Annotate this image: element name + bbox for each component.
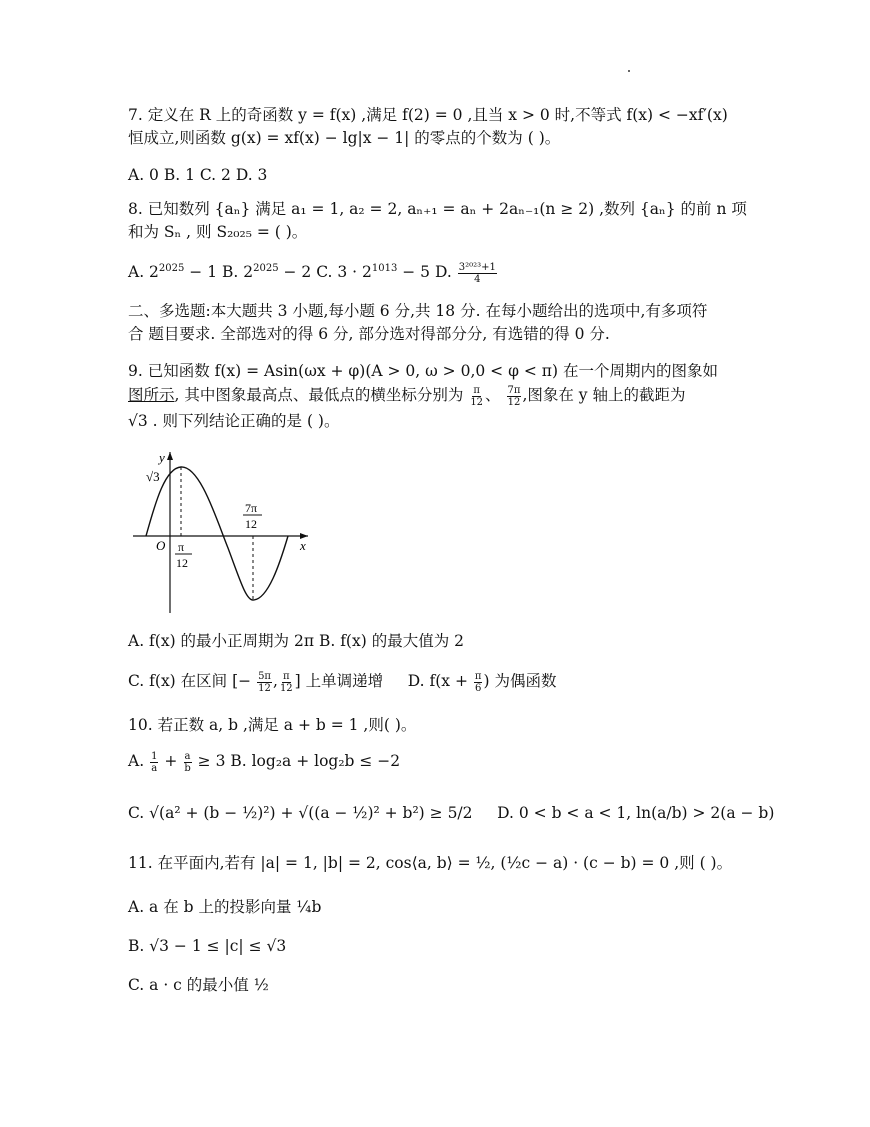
q9-opt-c-f1d: 12 <box>258 682 271 694</box>
sine-curve <box>146 467 288 600</box>
q10-opt-a-plus: + <box>164 752 178 770</box>
q8-opt-b-exp: 2025 <box>253 263 279 274</box>
q7-line1: 7. 定义在 R 上的奇函数 y = f(x) ,满足 f(2) = 0 ,且当 x > 0 时,不等式 f(x) < −xf′(x) <box>128 106 728 124</box>
q8-opt-d-frac <box>458 262 497 285</box>
q9-frac1-num: π <box>473 384 480 396</box>
q11-opt-b: B. √3 − 1 ≤ |c| ≤ √3 <box>128 937 287 955</box>
q10-opt-a-f2n: a <box>184 750 191 762</box>
q10-opt-d: D. 0 < b < a < 1, ln(a/b) > 2(a − b) <box>497 804 775 822</box>
q10-opt-a-pre: A. <box>128 752 145 770</box>
q10-opt-a-frac2 <box>183 751 191 774</box>
q9-options-cd <box>128 670 556 694</box>
tick1-den: 12 <box>176 556 188 570</box>
q7-options: A. 0 B. 1 C. 2 D. 3 <box>128 166 268 184</box>
q9-frac2-den: 12 <box>507 396 521 408</box>
q9-line2-b: ,图象在 y 轴上的截距为 <box>522 386 686 404</box>
q8-opt-d-den: 4 <box>474 273 481 285</box>
q9-opt-c-frac1 <box>257 671 272 694</box>
q8-opt-c-tail: − 5 D. <box>397 263 452 282</box>
q9-frac2-num: 7π <box>507 384 521 396</box>
q11-opt-a: A. a 在 b 上的投影向量 ¼b <box>128 898 322 916</box>
q9-opt-d-a: D. f(x + <box>407 672 468 690</box>
q10-opt-a-tail: ≥ 3 B. log₂a + log₂b ≤ −2 <box>197 752 401 770</box>
amp-label: √3 <box>146 469 160 484</box>
q9-line3: √3 . 则下列结论正确的是 ( )。 <box>128 412 340 430</box>
q9-line1: 9. 已知函数 f(x) = Asin(ωx + φ)(A > 0, ω > 0,0 < φ < π) 在一个周期内的图象如 <box>128 362 718 380</box>
q9-line2 <box>128 384 685 408</box>
y-label: y <box>159 450 165 465</box>
q8-opt-d-num: 3²⁰²³+1 <box>458 261 496 273</box>
q9-frac1-den: 12 <box>470 396 484 408</box>
q9-frac2 <box>507 385 522 408</box>
q10-opt-a-frac1 <box>150 751 158 774</box>
q7-line2: 恒成立,则函数 g(x) = xf(x) − lg|x − 1| 的零点的个数为 ( )。 <box>128 129 561 147</box>
q8-options <box>128 258 498 285</box>
q9-options-ab: A. f(x) 的最小正周期为 2π B. f(x) 的最大值为 2 <box>128 632 464 650</box>
q9-opt-d-fn: π <box>474 670 482 682</box>
q9-opt-d-fd: 6 <box>475 682 482 694</box>
x-label: x <box>300 538 306 553</box>
sine-graph <box>128 448 318 618</box>
tick1-num: π <box>178 540 185 554</box>
q9-opt-d-b: ) 为偶函数 <box>483 672 557 690</box>
q11-opt-c: C. a · c 的最小值 ½ <box>128 976 269 994</box>
section2-line1: 二、多选题:本大题共 3 小题,每小题 6 分,共 18 分. 在每小题给出的选项中,有多项符 <box>128 302 708 320</box>
q10-opt-c: C. √(a² + (b − ½)²) + √((a − ½)² + b²) ≥ 5/2 <box>128 804 473 822</box>
q8-opt-a-tail: − 1 B. 2 <box>184 263 254 282</box>
q9-opt-c-f2d: 12 <box>279 682 293 694</box>
section2-line2: 合 题目要求. 全部选对的得 6 分, 部分选对得部分分, 有选错的得 0 分. <box>128 325 610 343</box>
q9-opt-c-a: C. f(x) 在区间 [− <box>128 672 252 690</box>
q8-opt-a-exp: 2025 <box>158 263 185 274</box>
q8-opt-b-tail: − 2 C. 3 · 2 <box>278 263 372 282</box>
q9-opt-c-frac2 <box>279 671 294 694</box>
q10-options-cd <box>128 802 774 824</box>
q9-figure-ref: 图所示 <box>128 386 175 404</box>
q9-opt-c-f2n: π <box>283 670 290 682</box>
q9-sep: 、 <box>485 386 501 404</box>
q10-opt-a-f1d: a <box>151 762 158 774</box>
q10-line1: 10. 若正数 a, b ,满足 a + b = 1 ,则( )。 <box>128 716 417 734</box>
origin-label: O <box>156 538 166 553</box>
q9-opt-d-frac <box>474 671 483 694</box>
q9-opt-c-mid: , <box>273 672 278 690</box>
y-axis-arrow <box>167 452 173 460</box>
q8-line1: 8. 已知数列 {aₙ} 满足 a₁ = 1, a₂ = 2, aₙ₊₁ = aₙ + 2aₙ₋₁(n ≥ 2) ,数列 {aₙ} 的前 n 项 <box>128 200 747 218</box>
q11-line1: 11. 在平面内,若有 |a| = 1, |b| = 2, cos⟨a, b⟩ = ½, (½c − a) · (c − b) = 0 ,则 ( )。 <box>128 854 733 872</box>
q9-line2-a: , 其中图象最高点、最低点的横坐标分别为 <box>174 386 464 404</box>
q9-opt-c-b: ] 上单调递增 <box>294 672 384 690</box>
q9-frac1 <box>469 385 484 408</box>
q9-opt-c-f1n: 5π <box>258 670 271 682</box>
tick2-num: 7π <box>245 501 258 515</box>
q10-opt-a-f2d: b <box>184 762 191 774</box>
q10-opt-a-f1n: 1 <box>151 750 158 762</box>
q8-line2: 和为 Sₙ , 则 S₂₀₂₅ = ( )。 <box>128 223 308 241</box>
tick2-den: 12 <box>245 517 257 531</box>
q8-opt-c-exp: 1013 <box>371 263 398 274</box>
q10-options-ab <box>128 750 400 774</box>
page-dot <box>628 70 630 72</box>
q8-opt-a: A. 2 <box>128 263 159 282</box>
